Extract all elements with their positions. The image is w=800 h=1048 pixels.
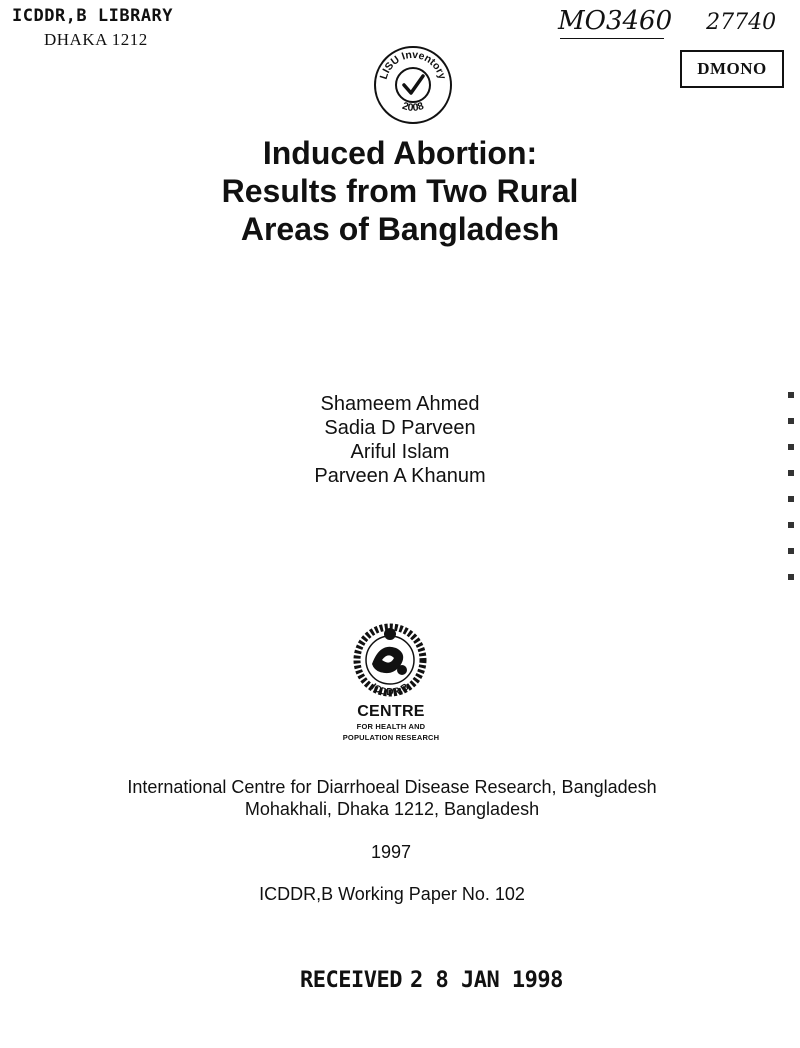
author-name: Sadia D Parveen <box>324 417 476 439</box>
logo-ring-text: ICDDR,B <box>368 681 412 699</box>
handwritten-annotation <box>558 6 776 36</box>
title-line: Results from Two Rural <box>221 173 579 209</box>
inventory-stamp-text: LISU Inventory <box>377 48 449 81</box>
checkmark-icon <box>404 76 423 93</box>
document-title <box>0 134 800 248</box>
logo-sub-label: POPULATION RESEARCH <box>342 733 440 742</box>
inventory-stamp-year: 2008 <box>400 99 426 115</box>
dmono-box-label: DMONO <box>680 50 784 88</box>
logo-sub-label: FOR HEALTH AND <box>356 722 426 731</box>
institution-name: International Centre for Diarrhoeal Disease Research, Bangladesh <box>127 777 657 797</box>
svg-text:2008 <box>401 100 426 114</box>
institution-block <box>0 776 784 820</box>
publication-year: 1997 <box>370 842 412 862</box>
handwritten-code: MO3460 <box>558 6 673 36</box>
scan-edge-marks <box>788 392 794 582</box>
title-line: Induced Abortion: <box>262 135 538 171</box>
library-stamp-city: DHAKA 1212 <box>44 30 148 49</box>
inventory-stamp <box>372 44 454 126</box>
logo-caption <box>0 704 782 742</box>
received-label: RECEIVED <box>300 968 402 993</box>
working-paper-number: ICDDR,B Working Paper No. 102 <box>259 884 525 904</box>
library-stamp-title: ICDDR,B LIBRARY <box>12 6 174 26</box>
icddrb-logo-emblem <box>350 620 430 704</box>
logo-centre-label: CENTRE <box>357 703 425 720</box>
received-date: 2 8 JAN 1998 <box>409 968 563 993</box>
handwritten-number: 27740 <box>706 10 777 35</box>
institution-address: Mohakhali, Dhaka 1212, Bangladesh <box>244 799 540 819</box>
author-name: Ariful Islam <box>350 441 450 463</box>
svg-text:LISU Inventory <box>378 49 449 81</box>
handwritten-underline <box>560 38 664 39</box>
received-stamp <box>300 968 563 993</box>
title-line: Areas of Bangladesh <box>240 211 560 247</box>
author-name: Shameem Ahmed <box>320 393 480 415</box>
author-name: Parveen A Khanum <box>314 465 486 487</box>
icddrb-logo <box>350 620 430 704</box>
author-list <box>0 392 800 488</box>
inventory-stamp-seal <box>372 44 454 126</box>
